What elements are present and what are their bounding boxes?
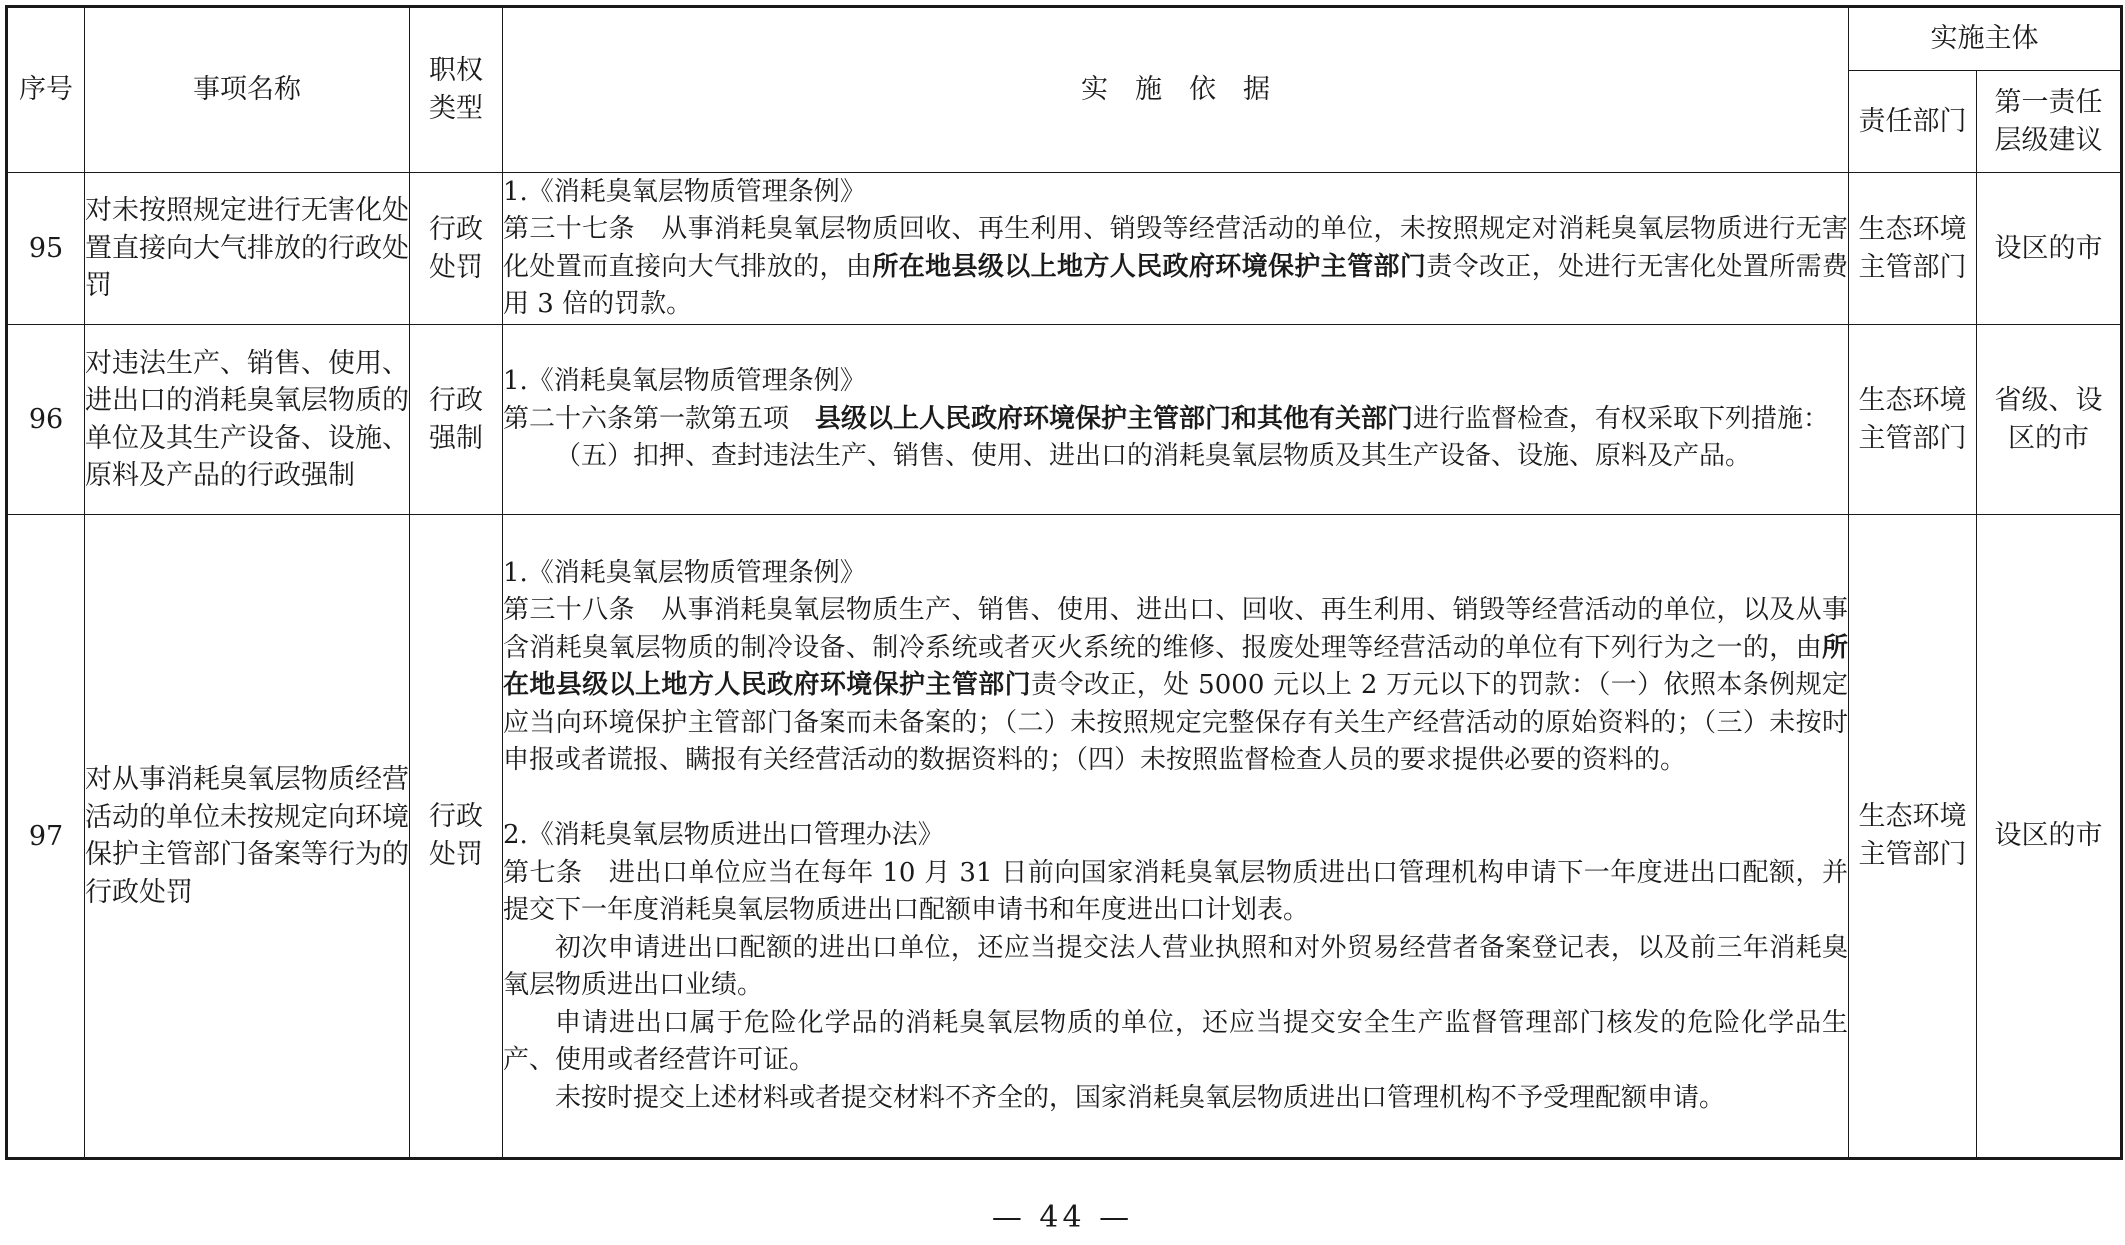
header-level-line2: 层级建议 [1994,124,2103,156]
row-power-type [410,173,503,325]
header-name: 事项名称 [85,7,410,173]
dept-line2: 主管部门 [1858,251,1967,283]
article-text-tail: 进行监督检查，有权采取下列措施： [1413,403,1830,434]
basis-law-title: 1.《消耗臭氧层物质管理条例》 [503,176,866,207]
type-line2: 处罚 [429,839,483,870]
level-line2: 区的市 [2008,422,2089,454]
basis-measure: （五）扣押、查封违法生产、销售、使用、进出口的消耗臭氧层物质及其生产设备、设施、原料及产品。 [555,441,1752,472]
row-dept [1849,173,1977,325]
dept-line2: 主管部门 [1858,839,1967,870]
type-line2: 强制 [429,422,483,454]
paragraph-gap [503,780,1848,818]
row-level [1977,515,2122,1159]
row-basis [503,515,1849,1159]
table-row [7,325,2122,515]
article-text-tail: 责令改正，处 5000 元以上 2 万元以下的罚款：（一）依照本条例规定应当向环境保护主管部门备案而未备案的；（二）未按照规定完整保存有关生产经营活动的原始资料的；（三）未按时申报或者谎报、瞒报有关经营活动的数据资料的；（四）未按照监督检查人员的要求提供必要的资料的。 [503,670,1848,776]
powers-table [5,5,2123,1160]
level-line1: 设区的市 [1994,232,2103,264]
basis-paragraph: 初次申请进出口配额的进出口单位，还应当提交法人营业执照和对外贸易经营者备案登记表，以及前三年消耗臭氧层物质进出口业绩。 [503,932,1848,1001]
row-item-name: 对从事消耗臭氧层物质经营活动的单位未按规定向环境保护主管部门备案等行为的行政处罚 [85,515,410,1159]
level-line1: 省级、设 [1994,384,2103,416]
row-basis [503,173,1849,325]
article-text: 第三十八条 从事消耗臭氧层物质生产、销售、使用、进出口、回收、再生利用、销毁等经营活动的单位，以及从事含消耗臭氧层物质的制冷设备、制冷系统或者灭火系统的维修、报废处理等经营活动的单位有下列行为之一的，由 [503,595,1848,663]
dept-line1: 生态环境 [1858,213,1967,245]
header-dept: 责任部门 [1849,71,1977,173]
row-item-name: 对违法生产、销售、使用、进出口的消耗臭氧层物质的单位及其生产设备、设施、原料及产品的行政强制 [85,325,410,515]
row-no: 97 [7,515,85,1159]
header-basis: 实 施 依 据 [503,7,1849,173]
header-level-line1: 第一责任 [1994,86,2103,118]
basis-article [503,592,1848,780]
type-line1: 行政 [429,801,483,832]
responsible-authority: 县级以上人民政府环境保护主管部门和其他有关部门 [815,403,1414,434]
row-no: 95 [7,173,85,325]
basis-article-7: 第七条 进出口单位应当在每年 10 月 31 日前向国家消耗臭氧层物质进出口管理机构申请下一年度进出口配额，并提交下一年度消耗臭氧层物质进出口配额申请书和年度进出口计划表。 [503,857,1848,926]
article-text: 第三十七条 从事消耗臭氧层物质回收、再生利用、销毁等经营活动的单位，未按照规定对消耗臭氧层物质进行无害化处置而直接向大气排放的，由 [503,214,1848,282]
basis-article [503,211,1848,324]
header-type-line2: 类型 [429,93,483,124]
header-type-line1: 职权 [429,55,483,86]
header-type [410,7,503,173]
header-subject: 实施主体 [1849,7,2122,71]
article-text: 第二十六条第一款第五项 [503,403,816,434]
page-number: — 44 — [991,1200,1134,1235]
row-level [1977,173,2122,325]
row-dept [1849,325,1977,515]
dept-line1: 生态环境 [1858,801,1967,832]
basis-paragraph: 申请进出口属于危险化学品的消耗臭氧层物质的单位，还应当提交安全生产监督管理部门核发的危险化学品生产、使用或者经营许可证。 [503,1007,1848,1076]
responsible-authority: 所在地县级以上地方人民政府环境保护主管部门 [872,251,1427,282]
row-no: 96 [7,325,85,515]
type-line2: 处罚 [429,251,483,283]
row-level [1977,325,2122,515]
dept-line2: 主管部门 [1858,422,1967,454]
row-power-type [410,515,503,1159]
row-basis [503,325,1849,515]
table-header [7,7,2122,173]
row-dept [1849,515,1977,1159]
basis-law-title: 1.《消耗臭氧层物质管理条例》 [503,557,866,588]
dept-line1: 生态环境 [1858,384,1967,416]
header-no: 序号 [7,7,85,173]
basis-article [503,401,1848,439]
article-text-tail: 责令改正，处进行无害化处置所需费用 3 倍的罚款。 [503,251,1848,319]
table-row [7,173,2122,325]
row-item-name: 对未按照规定进行无害化处置直接向大气排放的行政处罚 [85,173,410,325]
table-row [7,515,2122,1159]
header-level [1977,71,2122,173]
row-power-type [410,325,503,515]
type-line1: 行政 [429,384,483,416]
basis-paragraph: 未按时提交上述材料或者提交材料不齐全的，国家消耗臭氧层物质进出口管理机构不予受理配额申请。 [555,1082,1726,1113]
type-line1: 行政 [429,213,483,245]
basis-law-title-2: 2.《消耗臭氧层物质进出口管理办法》 [503,820,944,851]
basis-law-title: 1.《消耗臭氧层物质管理条例》 [503,366,866,397]
level-line1: 设区的市 [1994,820,2103,851]
responsible-authority: 所在地县级以上地方人民政府环境保护主管部门 [503,632,1848,701]
